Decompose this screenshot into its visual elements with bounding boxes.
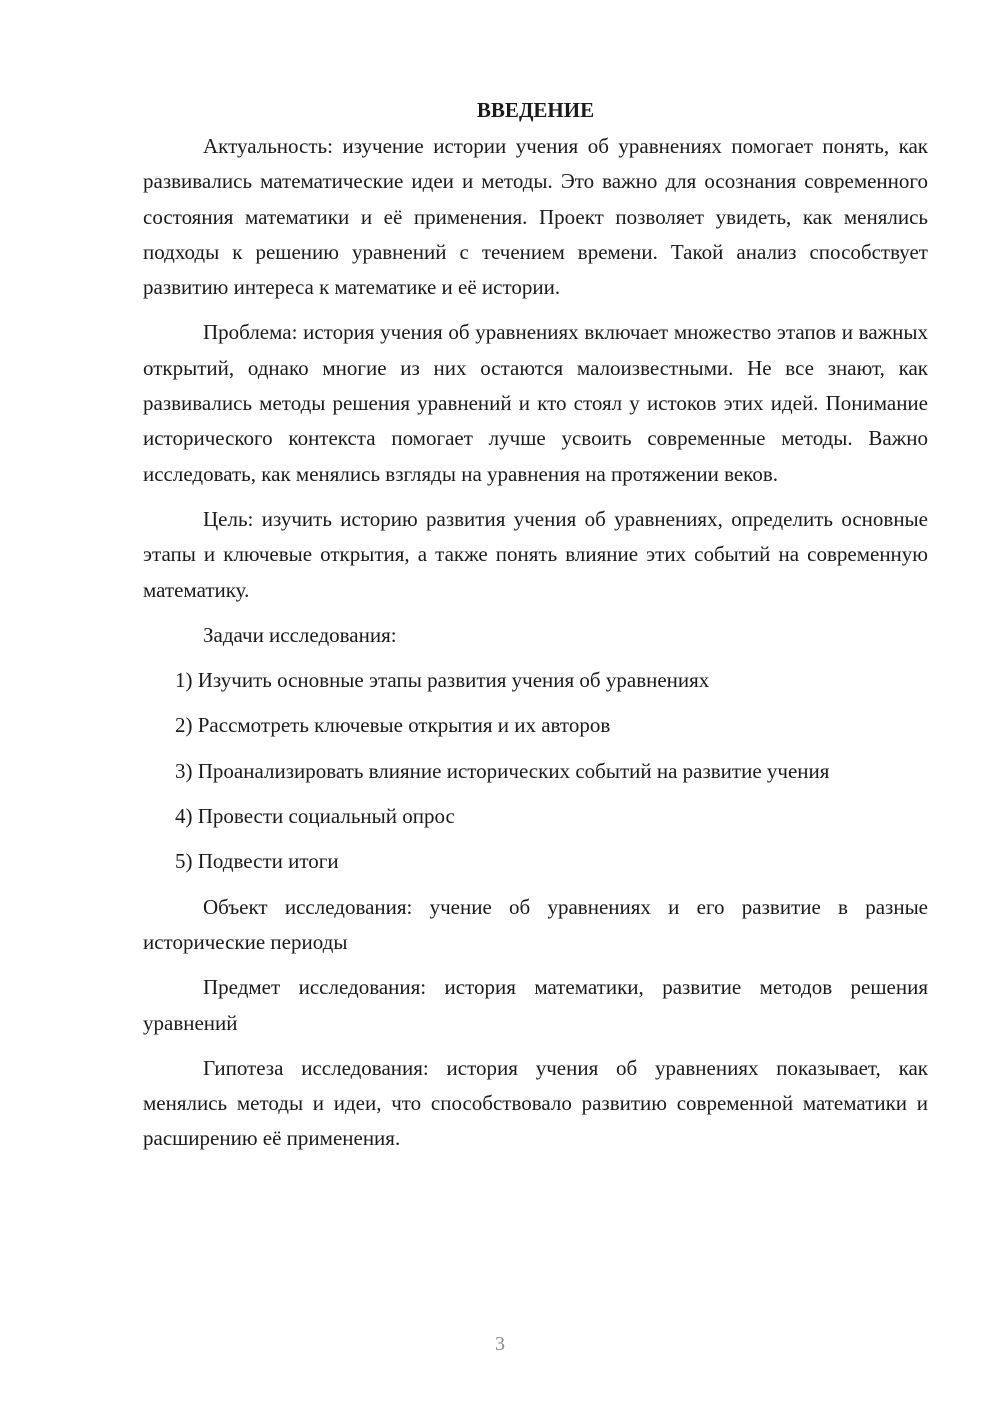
paragraph-problem: Проблема: история учения об уравнениях включает множество этапов и важных открытий, однако многие из них остаются малоизвестными. Не все знают, как развивались методы решения уравнений и кто стоял у истоков этих идей. Понимание исторического контекста помогает лучше усвоить современные методы. Важно исследовать, как менялись взгляды на уравнения на протяжении веков. — [143, 320, 928, 486]
list-item-task-3: 3) Проанализировать влияние исторических событий на развитие учения — [175, 758, 830, 783]
page-content — [143, 92, 928, 1167]
paragraph-relevance: Актуальность: изучение истории учения об уравнениях помогает понять, как развивались математические идеи и методы. Это важно для осознания современного состояния математики и её применения. Проект позволяет увидеть, как менялись подходы к решению уравнений с течением времени. Такой анализ способствует развитию интереса к математике и её истории. — [143, 134, 928, 300]
list-item-task-4: 4) Провести социальный опрос — [175, 804, 455, 829]
section-heading: ВВЕДЕНИЕ — [476, 98, 595, 122]
paragraph-tasks-intro: Задачи исследования: — [203, 622, 397, 647]
paragraph-subject: Предмет исследования: история математики, развитие методов решения уравнений — [143, 975, 928, 1035]
list-item-task-5: 5) Подвести итоги — [175, 849, 339, 874]
paragraph-object: Объект исследования: учение об уравнениях и его развитие в разные исторические периоды — [143, 894, 928, 954]
paragraph-hypothesis: Гипотеза исследования: история учения об уравнениях показывает, как менялись методы и идеи, что способствовало развитию современной математики и расширению её применения. — [143, 1055, 928, 1151]
list-item-task-1: 1) Изучить основные этапы развития учения об уравнениях — [175, 668, 710, 693]
page-number: 3 — [495, 1333, 505, 1355]
paragraph-goal: Цель: изучить историю развития учения об уравнениях, определить основные этапы и ключевые открытия, а также понять влияние этих событий на современную математику. — [143, 506, 928, 602]
list-item-task-2: 2) Рассмотреть ключевые открытия и их авторов — [175, 713, 611, 738]
